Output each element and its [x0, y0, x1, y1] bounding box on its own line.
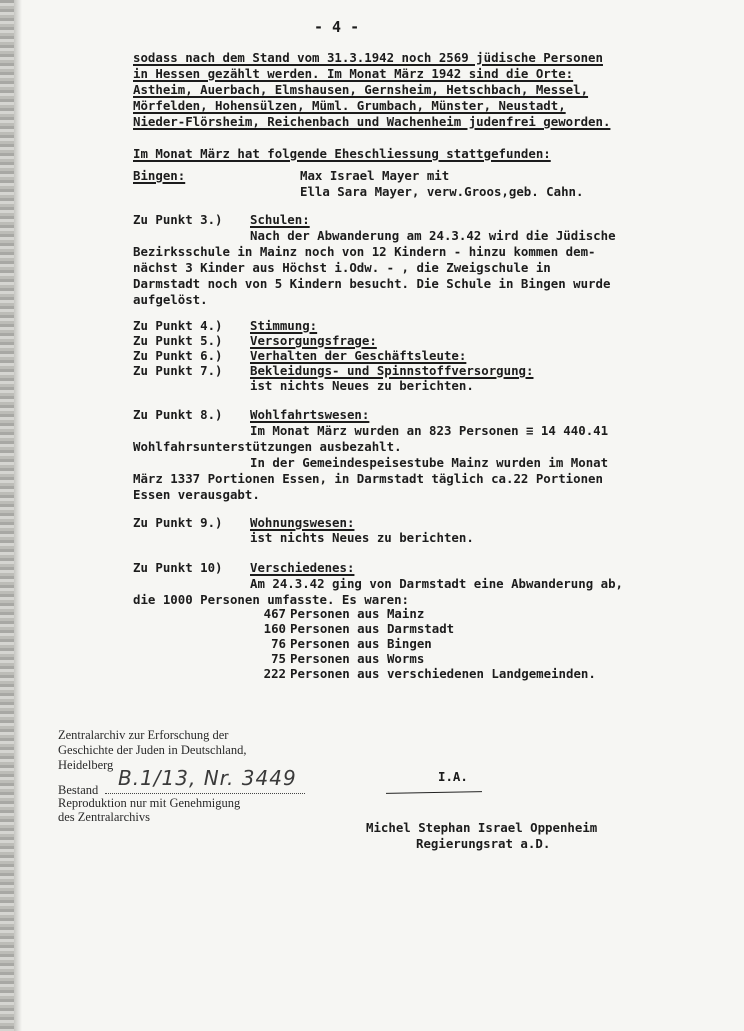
punkt5-title: Versorgungsfrage:	[250, 333, 377, 348]
page-number: - 4 -	[314, 18, 360, 36]
archive-stamp-bestand-value: B.1/13, Nr. 3449	[118, 766, 297, 790]
punkt4-label: Zu Punkt 4.)	[133, 318, 223, 333]
intro-line-5: Nieder-Flörsheim, Reichenbach und Wachenheim judenfrei geworden.	[133, 114, 611, 129]
breakdown-count-1: 467	[263, 606, 286, 621]
punkt10-label: Zu Punkt 10)	[133, 560, 223, 575]
breakdown-count-3: 76	[271, 636, 286, 651]
punkt9-label: Zu Punkt 9.)	[133, 515, 223, 530]
signature-name: Michel Stephan Israel Oppenheim	[366, 820, 598, 835]
scan-edge-shadow	[14, 0, 22, 1031]
bestand-dotted-line	[105, 793, 305, 794]
intro-line-2: in Hessen gezählt werden. Im Monat März 1942 sind die Orte:	[133, 66, 574, 81]
breakdown-text-1: Personen aus Mainz	[290, 606, 425, 621]
intro-line-3: Astheim, Auerbach, Elmshausen, Gernsheim, Hetschbach, Messel,	[133, 82, 589, 97]
archive-stamp-line-5: Reproduktion nur mit Genehmigung	[58, 796, 241, 810]
punkt5-label: Zu Punkt 5.)	[133, 333, 223, 348]
punkt3-line-4: Darmstadt noch von 5 Kindern besucht. Die Schule in Bingen wurde	[133, 276, 611, 291]
intro-line-4: Mörfelden, Hohensülzen, Müml. Grumbach, Münster, Neustadt,	[133, 98, 566, 113]
breakdown-count-5: 222	[263, 666, 286, 681]
punkt3-label: Zu Punkt 3.)	[133, 212, 223, 227]
marriage-place: Bingen:	[133, 168, 186, 183]
archive-stamp-line-2: Geschichte der Juden in Deutschland,	[58, 743, 247, 757]
breakdown-count-4: 75	[271, 651, 286, 666]
punkt8-line-1: Im Monat März wurden an 823 Personen ≡ 14 440.41	[250, 423, 609, 438]
punkt8-title: Wohlfahrtswesen:	[250, 407, 370, 422]
punkt6-title: Verhalten der Geschäftsleute:	[250, 348, 467, 363]
punkt10-title: Verschiedenes:	[250, 560, 355, 575]
archive-stamp-line-6: des Zentralarchivs	[58, 810, 150, 824]
archive-stamp-line-3: Heidelberg	[58, 758, 114, 772]
punkt7-label: Zu Punkt 7.)	[133, 363, 223, 378]
marriage-line-2: Ella Sara Mayer, verw.Groos,geb. Cahn.	[300, 184, 584, 199]
archive-stamp-line-1: Zentralarchiv zur Erforschung der	[58, 728, 229, 742]
punkt9-note: ist nichts Neues zu berichten.	[250, 530, 474, 545]
punkt8-line-3: In der Gemeindespeisestube Mainz wurden im Monat	[250, 455, 609, 470]
punkt6-label: Zu Punkt 6.)	[133, 348, 223, 363]
punkt8-line-4: März 1337 Portionen Essen, in Darmstadt täglich ca.22 Portionen	[133, 471, 603, 486]
punkt8-label: Zu Punkt 8.)	[133, 407, 223, 422]
breakdown-text-3: Personen aus Bingen	[290, 636, 432, 651]
signature-title: Regierungsrat a.D.	[416, 836, 551, 851]
signature-stroke	[386, 791, 482, 794]
punkt8-line-5: Essen verausgabt.	[133, 487, 260, 502]
marriage-heading: Im Monat März hat folgende Eheschliessung stattgefunden:	[133, 146, 551, 161]
punkt8-line-2: Wohlfahrsunterstützungen ausbezahlt.	[133, 439, 402, 454]
punkt7-title: Bekleidungs- und Spinnstoffversorgung:	[250, 363, 534, 378]
punkt3-line-3: nächst 3 Kinder aus Höchst i.Odw. - , die Zweigschule in	[133, 260, 551, 275]
intro-line-1: sodass nach dem Stand vom 31.3.1942 noch 2569 jüdische Personen	[133, 50, 603, 65]
punkt3-title: Schulen:	[250, 212, 310, 227]
punkt3-line-2: Bezirksschule in Mainz noch von 12 Kindern - hinzu kommen dem-	[133, 244, 596, 259]
punkt3-line-5: aufgelöst.	[133, 292, 208, 307]
archive-stamp-bestand-label: Bestand	[58, 783, 99, 797]
marriage-line-1: Max Israel Mayer mit	[300, 168, 450, 183]
punkt4-title: Stimmung:	[250, 318, 318, 333]
scan-edge	[0, 0, 14, 1031]
breakdown-count-2: 160	[263, 621, 286, 636]
punkt9-title: Wohnungswesen:	[250, 515, 355, 530]
punkt10-line-1: Am 24.3.42 ging von Darmstadt eine Abwanderung ab,	[250, 576, 623, 591]
breakdown-text-5: Personen aus verschiedenen Landgemeinden.	[290, 666, 596, 681]
punkt3-line-1: Nach der Abwanderung am 24.3.42 wird die Jüdische	[250, 228, 616, 243]
punkte4to7-note: ist nichts Neues zu berichten.	[250, 378, 474, 393]
breakdown-text-2: Personen aus Darmstadt	[290, 621, 455, 636]
punkt10-line-2: die 1000 Personen umfasste. Es waren:	[133, 592, 410, 607]
breakdown-text-4: Personen aus Worms	[290, 651, 425, 666]
signature-ia: I.A.	[438, 769, 468, 784]
